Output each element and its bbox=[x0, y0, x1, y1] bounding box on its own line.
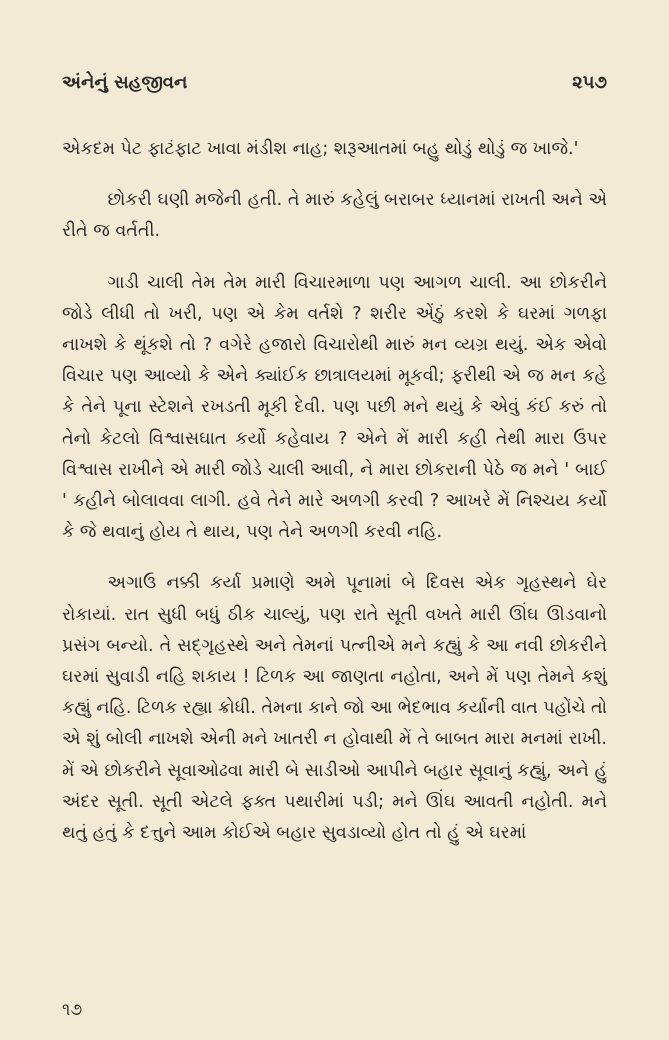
page-number: ૨૫૭ bbox=[572, 72, 607, 93]
text-body bbox=[62, 134, 607, 849]
paragraph-4: અગાઉ નક્કી કર્યા પ્રમાણે અમે પૂનામાં બે દિવસ એક ગૃહસ્થને ઘેર રોકાયાં. રાત સુધી બધું ઠીક ચાલ્યું, પણ રાતે સૂતી વખતે મારી ઊંઘ ઊડવાનો પ્રસંગ બન્યો. તે સદ્‌ગૃહસ્થે અને તેમનાં પત્નીએ મને કહ્યું કે આ નવી છોકરીને ઘરમાં સુવાડી નહિ શકાય ! ટિળક આ જાણતા નહોતા, અને મેં પણ તેમને કશું કહ્યું નહિ. ટિળક રહ્યા ક્રોધી. તેમના કાને જો આ ભેદભાવ કર્યાની વાત પહોંચે તો એ શું બોલી નાખશે એની મને ખાતરી ન હોવાથી મેં તે બાબત મારા મનમાં રાખી. મેં એ છોકરીને સૂવાઓઢવા મારી બે સાડીઓ આપીને બહાર સૂવાનું કહ્યું, અને હું અંદર સૂતી. સૂતી એટલે ફક્ત પથારીમાં પડી; મને ઊંઘ આવતી નહોતી. મને થતું હતું કે દત્તુને આમ કોઈએ બહાર સુવડાવ્યો હોત તો હું એ ઘરમાં bbox=[62, 573, 607, 844]
page-header bbox=[62, 72, 607, 112]
paragraph-2: છોકરી ઘણી મજેની હતી. તે મારું કહેલું બરાબર ધ્યાનમાં રાખતી અને એ રીતે જ વર્તતી. bbox=[62, 190, 607, 242]
signature-mark: ૧૭ bbox=[62, 1000, 83, 1020]
paragraph-1: એકદમ પેટ ફાટંફાટ ખાવા મંડીશ નાહ; શરૂઆતમાં બહુ થોડું થોડું જ ખાજે.' bbox=[62, 139, 579, 159]
paragraph-3: ગાડી ચાલી તેમ તેમ મારી વિચારમાળા પણ આગળ ચાલી. આ છોકરીને જોડે લીધી તો ખરી, પણ એ કેમ વર્તશે ? શરીર એંઠું કરશે કે ઘરમાં ગળફા નાખશે કે થૂંકશે તો ? વગેરે હજારો વિચારોથી મારું મન વ્યગ્ર થયું. એક એવો વિચાર પણ આવ્યો કે એને ક્યાંઈક છાત્રાલયમાં મૂકવી; ફરીથી એ જ મન કહે કે તેને પૂના સ્ટેશને રખડતી મૂકી દેવી. પણ પછી મને થયું કે એવું કંઈ કરું તો તેનો કેટલો વિશ્વાસઘાત કર્યો કહેવાય ? એને મેં મારી કહી તેથી મારા ઉપર વિશ્વાસ રાખીને એ મારી જોડે ચાલી આવી, ને મારા છોકરાની પેઠે જ મને ' બાઈ ' કહીને બોલાવવા લાગી. હવે તેને મારે અળગી કરવી ? આખરે મેં નિશ્ચય કર્યો કે જે થવાનું હોય તે થાય, પણ તેને અળગી કરવી નહિ. bbox=[62, 272, 607, 543]
running-title: અંનેનું સહજીવન bbox=[62, 72, 188, 93]
